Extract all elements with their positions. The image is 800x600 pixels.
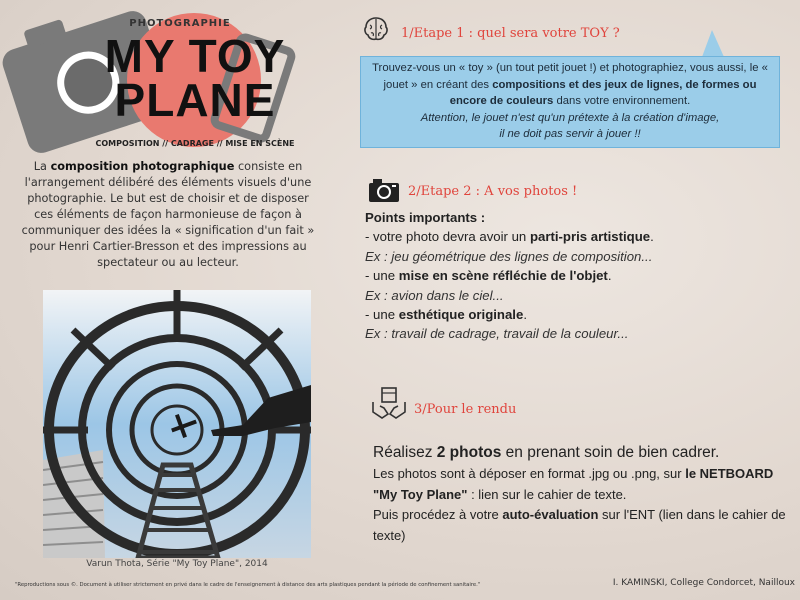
title-line-2: PLANE bbox=[114, 74, 276, 126]
render-line-1: Réalisez 2 photos en prenant soin de bien cadrer. bbox=[373, 444, 720, 461]
step2-list bbox=[365, 208, 785, 344]
intro-bold: composition photographique bbox=[50, 160, 235, 173]
toy-plane-photo bbox=[43, 290, 311, 558]
footer-copyright: "Reproductions sous ©. Document à utiliser strictement en privé dans le cadre de l'enseignement à distance des arts plastiques pendant la période de confinement sanitaire." bbox=[15, 582, 481, 588]
render-details: Les photos sont à déposer en format .jpg ou .png, sur le NETBOARD "My Toy Plane" : lien sur le cahier de texte. Puis procédez à votre auto-évaluation sur l'ENT (lien dans le cahier de texte) bbox=[373, 466, 786, 543]
step2-title: 2/Etape 2 : A vos photos ! bbox=[408, 184, 578, 199]
brain-icon bbox=[362, 15, 390, 47]
list-item: - une esthétique originale. bbox=[365, 307, 527, 323]
title-line-1: MY TOY bbox=[104, 30, 286, 82]
step3-instructions bbox=[373, 442, 788, 546]
step2-heading: Points importants : bbox=[365, 210, 486, 225]
list-example: Ex : jeu géométrique des lignes de composition... bbox=[365, 248, 653, 264]
photo-illustration bbox=[43, 290, 311, 558]
list-example: Ex : travail de cadrage, travail de la couleur... bbox=[365, 326, 629, 342]
step1-title: 1/Etape 1 : quel sera votre TOY ? bbox=[401, 26, 620, 41]
step1-bold: compositions et des jeux de lignes, de formes ou encore de couleurs bbox=[449, 78, 757, 107]
footer-author: I. KAMINSKI, College Condorcet, Nailloux bbox=[612, 578, 795, 588]
list-item: - votre photo devra avoir un parti-pris artistique. bbox=[365, 229, 654, 245]
step1-warning-1: Attention, le jouet n'est qu'un prétexte à la création d'image, bbox=[420, 111, 720, 124]
intro-paragraph: La composition photographique consiste en l'arrangement délibéré des éléments visuels d'une photographie. Le but est de choisir et de disposer ces éléments de façon harmonieuse de façon à communiquer des idées la « signification d'un fait » pour Henri Cartier-Bresson et des impressions au spectateur ou au lecteur. bbox=[21, 160, 315, 269]
hands-box-icon bbox=[370, 384, 408, 426]
header-small-title: PHOTOGRAPHIE bbox=[129, 18, 231, 29]
list-item: - une mise en scène réfléchie de l'objet. bbox=[365, 268, 612, 284]
camera-icon bbox=[367, 176, 401, 208]
header-subtitle: COMPOSITION // CADRAGE // MISE EN SCÈNE bbox=[95, 139, 295, 148]
step1-text: Trouvez-vous un « toy » (un tout petit jouet !) et photographiez, vous aussi, le « jouet » en créant des compositions et des jeux de lignes, de formes ou encore de couleurs dans votre environnement. Attention, le jouet n'est qu'un prétexte à la création d'image, il ne doit pas servir à jouer !! bbox=[372, 62, 768, 140]
step3-title: 3/Pour le rendu bbox=[414, 402, 517, 417]
photo-caption: Varun Thota, Série "My Toy Plane", 2014 bbox=[86, 559, 268, 569]
step1-warning-2: il ne doit pas servir à jouer !! bbox=[499, 128, 641, 140]
bubble-tail bbox=[702, 30, 724, 57]
header-title bbox=[80, 30, 310, 126]
list-example: Ex : avion dans le ciel... bbox=[365, 287, 504, 303]
